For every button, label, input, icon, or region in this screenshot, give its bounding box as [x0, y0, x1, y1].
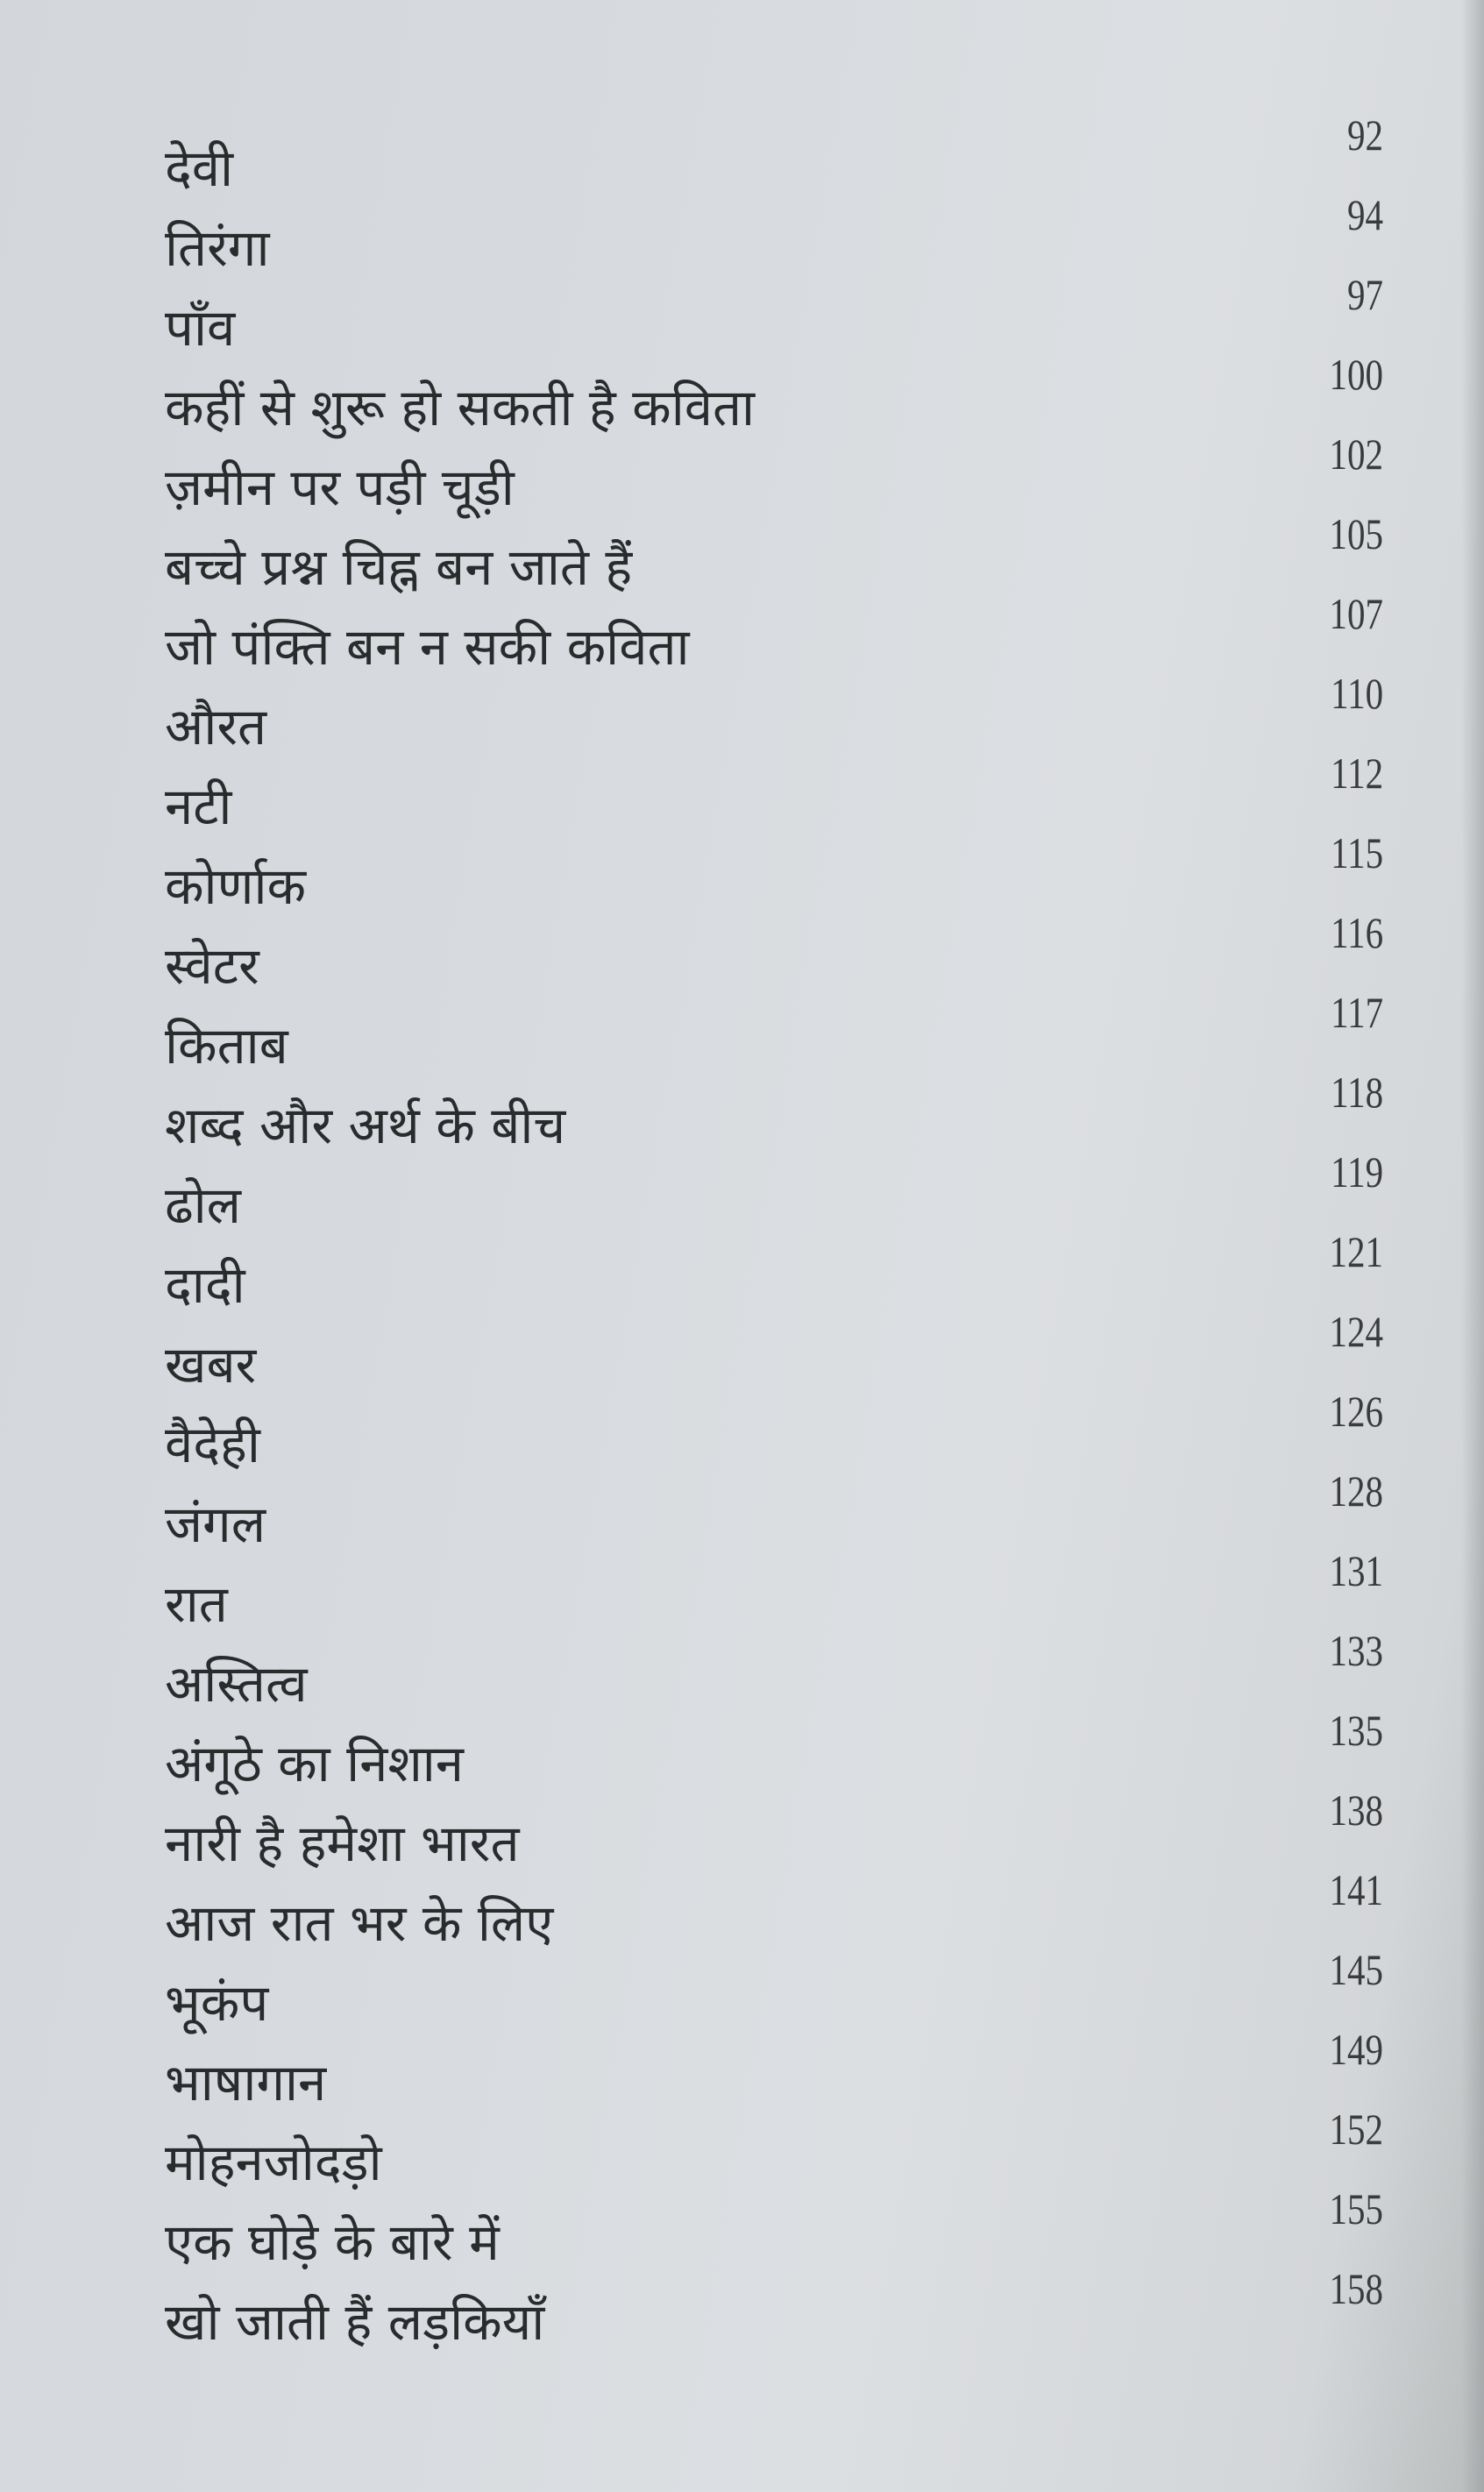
toc-entry [165, 2184, 1409, 2285]
toc-title: दादी [165, 1255, 245, 1315]
toc-title: अस्तित्व [165, 1654, 308, 1714]
toc-page-number: 133 [1329, 1626, 1383, 1675]
toc-entry [165, 1865, 1409, 1966]
toc-title: अंगूठे का निशान [165, 1734, 464, 1793]
toc-entry [165, 669, 1409, 770]
toc-page-number: 118 [1331, 1068, 1383, 1117]
toc-title: शब्द और अर्थ के बीच [165, 1096, 566, 1155]
toc-title: तिरंगा [165, 218, 270, 278]
toc-page-number: 121 [1329, 1227, 1383, 1276]
toc-page-number: 112 [1331, 749, 1383, 798]
toc-entry [165, 1546, 1409, 1647]
toc-page-number: 119 [1331, 1147, 1383, 1196]
toc-title: भूकंप [165, 1973, 269, 2033]
toc-entry [165, 589, 1409, 690]
toc-entry [165, 2025, 1409, 2126]
toc-title: बच्चे प्रश्न चिह्न बन जाते हैं [165, 537, 633, 597]
toc-title: औरत [165, 697, 267, 756]
toc-entry [165, 1227, 1409, 1328]
toc-entry [165, 1706, 1409, 1807]
toc-entry [165, 828, 1409, 929]
toc-title: कहीं से शुरू हो सकती है कविता [165, 378, 756, 437]
toc-page-number: 131 [1329, 1546, 1383, 1595]
table-of-contents [165, 110, 1409, 2365]
toc-title: खो जाती हैं लड़कियाँ [165, 2292, 545, 2352]
toc-title: नटी [165, 777, 232, 836]
toc-entry [165, 1945, 1409, 2046]
toc-page-number: 110 [1331, 669, 1383, 718]
toc-title: पाँव [165, 298, 236, 358]
toc-entry [165, 1068, 1409, 1168]
toc-page-number: 138 [1329, 1786, 1383, 1835]
toc-title: भाषागान [165, 2053, 327, 2112]
toc-page-number: 149 [1329, 2025, 1383, 2074]
toc-title: ज़मीन पर पड़ी चूड़ी [165, 458, 515, 517]
toc-entry [165, 350, 1409, 451]
toc-page-number: 102 [1329, 430, 1383, 479]
toc-title: ढोल [165, 1175, 242, 1235]
toc-page-number: 115 [1331, 828, 1383, 877]
toc-page-number: 155 [1329, 2184, 1383, 2233]
toc-page-number: 117 [1331, 988, 1383, 1037]
toc-entry [165, 110, 1409, 211]
toc-entry [165, 1307, 1409, 1408]
toc-entry [165, 270, 1409, 371]
toc-page-number: 126 [1329, 1387, 1383, 1436]
toc-title: रात [165, 1574, 228, 1634]
toc-page-number: 158 [1329, 2264, 1383, 2313]
toc-title: मोहनजोदड़ो [165, 2133, 382, 2192]
toc-entry [165, 430, 1409, 530]
page-edge-shadow [1461, 0, 1484, 2492]
toc-title: खबर [165, 1335, 257, 1395]
toc-page-number: 94 [1347, 190, 1383, 239]
toc-entry [165, 908, 1409, 1009]
toc-entry [165, 2105, 1409, 2205]
toc-page-number: 97 [1347, 270, 1383, 319]
toc-title: वैदेही [165, 1415, 260, 1474]
toc-title: स्वेटर [165, 936, 259, 996]
toc-title: कोर्णाक [165, 856, 307, 916]
toc-entry [165, 509, 1409, 610]
toc-entry [165, 988, 1409, 1089]
toc-page-number: 116 [1331, 908, 1383, 957]
toc-title: देवी [165, 138, 234, 198]
toc-page-number: 152 [1329, 2105, 1383, 2154]
toc-entry [165, 1626, 1409, 1727]
toc-entry [165, 1147, 1409, 1248]
toc-page-number: 100 [1329, 350, 1383, 399]
toc-entry [165, 2264, 1409, 2365]
toc-title: आज रात भर के लिए [165, 1893, 554, 1953]
toc-entry [165, 1466, 1409, 1567]
toc-page-number: 128 [1329, 1466, 1383, 1516]
toc-page-number: 124 [1329, 1307, 1383, 1356]
toc-entry [165, 1387, 1409, 1487]
toc-entry [165, 1786, 1409, 1886]
toc-entry [165, 190, 1409, 291]
toc-entry [165, 749, 1409, 849]
toc-title: किताब [165, 1016, 288, 1076]
toc-page-number: 141 [1329, 1865, 1383, 1914]
toc-title: एक घोड़े के बारे में [165, 2212, 500, 2272]
toc-title: जो पंक्ति बन न सकी कविता [165, 617, 690, 677]
toc-page-number: 107 [1329, 589, 1383, 638]
toc-title: जंगल [165, 1494, 266, 1554]
toc-page-number: 135 [1329, 1706, 1383, 1755]
toc-title: नारी है हमेशा भारत [165, 1814, 520, 1873]
toc-page-number: 145 [1329, 1945, 1383, 1994]
toc-page-number: 92 [1347, 110, 1383, 160]
toc-page-number: 105 [1329, 509, 1383, 558]
